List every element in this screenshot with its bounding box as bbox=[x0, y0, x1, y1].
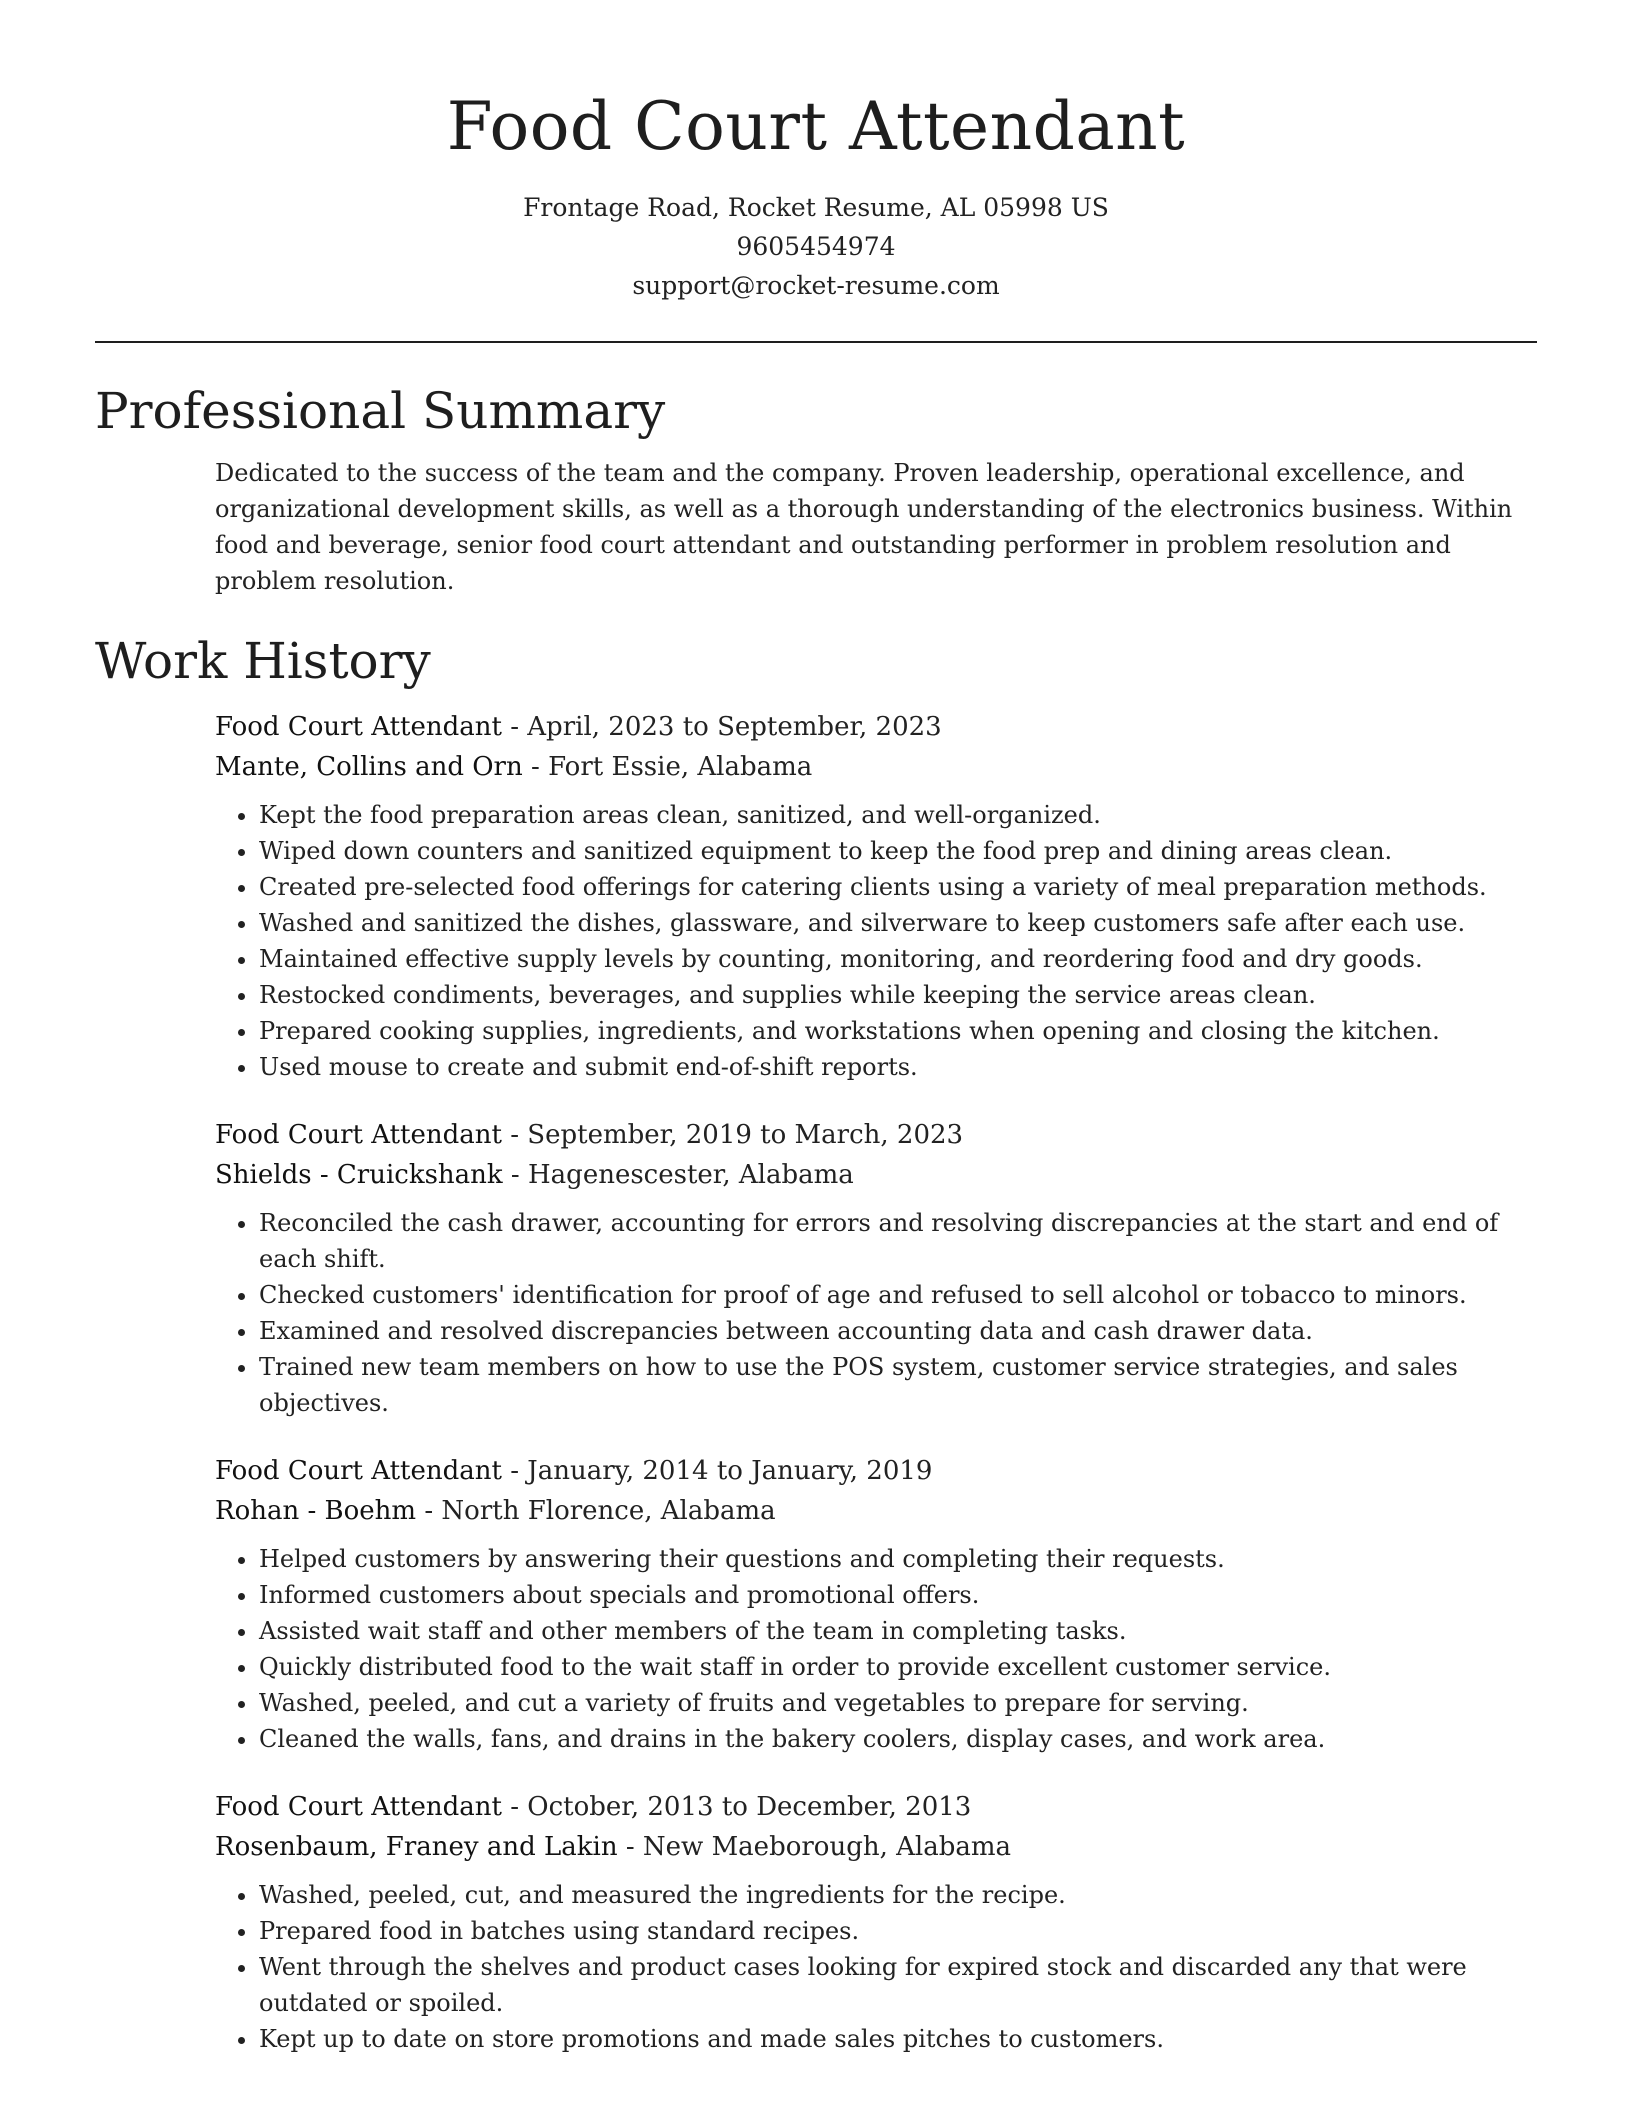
job-company-line bbox=[215, 1155, 1537, 1195]
header-divider bbox=[95, 341, 1537, 343]
separator: - bbox=[522, 752, 549, 782]
separator: - bbox=[501, 712, 528, 742]
job-bullet: • Created pre-selected food offerings for catering clients using a variety of meal preparation methods. bbox=[259, 869, 1537, 905]
resume-header bbox=[95, 0, 1537, 305]
summary-text: Dedicated to the success of the team and the company. Proven leadership, operational excellence, and organizational development skills, as well as a thorough understanding of the electronics business. Within food and beverage, senior food court attendant and outstanding performer in problem resolution and problem resolution. bbox=[215, 459, 1513, 595]
job-dates: January, 2014 to January, 2019 bbox=[527, 1456, 933, 1486]
job-company: Rohan - Boehm bbox=[215, 1496, 417, 1526]
job-bullet: • Checked customers' identification for proof of age and refused to sell alcohol or tobacco to minors. bbox=[259, 1277, 1537, 1313]
candidate-name: Food Court Attendant bbox=[446, 88, 1186, 165]
job-entry bbox=[215, 1451, 1537, 1757]
job-bullets bbox=[215, 1205, 1537, 1421]
job-bullet: • Assisted wait staff and other members of the team in completing tasks. bbox=[259, 1613, 1537, 1649]
job-dates: September, 2019 to March, 2023 bbox=[527, 1120, 964, 1150]
job-location: North Florence, Alabama bbox=[441, 1496, 776, 1526]
job-company: Shields - Cruickshank bbox=[215, 1160, 503, 1190]
contact-info bbox=[95, 188, 1537, 305]
job-bullet: • Prepared cooking supplies, ingredients, and workstations when opening and closing the kitchen. bbox=[259, 1013, 1537, 1049]
job-bullet: • Helped customers by answering their questions and completing their requests. bbox=[259, 1541, 1537, 1577]
job-company-line bbox=[215, 1491, 1537, 1531]
job-entry bbox=[215, 1787, 1537, 2057]
job-bullet: • Wiped down counters and sanitized equipment to keep the food prep and dining areas clean. bbox=[259, 833, 1537, 869]
job-entry bbox=[215, 707, 1537, 1085]
job-bullet: • Used mouse to create and submit end-of-shift reports. bbox=[259, 1049, 1537, 1085]
job-bullet: • Washed and sanitized the dishes, glassware, and silverware to keep customers safe after each use. bbox=[259, 905, 1537, 941]
job-title-line bbox=[215, 1115, 1537, 1155]
separator: - bbox=[502, 1160, 528, 1190]
job-bullet: • Washed, peeled, cut, and measured the ingredients for the recipe. bbox=[259, 1877, 1537, 1913]
job-bullet: • Examined and resolved discrepancies between accounting data and cash drawer data. bbox=[259, 1313, 1537, 1349]
job-location: Fort Essie, Alabama bbox=[548, 752, 813, 782]
job-bullet: • Maintained effective supply levels by counting, monitoring, and reordering food and dry goods. bbox=[259, 941, 1537, 977]
separator: - bbox=[501, 1792, 528, 1822]
separator: - bbox=[617, 1832, 643, 1862]
job-bullet: • Kept the food preparation areas clean, sanitized, and well-organized. bbox=[259, 797, 1537, 833]
job-bullets bbox=[215, 797, 1537, 1085]
job-bullet: • Cleaned the walls, fans, and drains in the bakery coolers, display cases, and work area. bbox=[259, 1721, 1537, 1757]
job-dates: October, 2013 to December, 2013 bbox=[527, 1792, 972, 1822]
job-bullet: • Informed customers about specials and promotional offers. bbox=[259, 1577, 1537, 1613]
job-bullet: • Kept up to date on store promotions and made sales pitches to customers. bbox=[259, 2021, 1537, 2057]
summary-heading: Professional Summary bbox=[95, 382, 666, 440]
job-bullet: • Quickly distributed food to the wait staff in order to provide excellent customer service. bbox=[259, 1649, 1537, 1685]
job-bullet: • Washed, peeled, and cut a variety of fruits and vegetables to prepare for serving. bbox=[259, 1685, 1537, 1721]
job-location: New Maeborough, Alabama bbox=[642, 1832, 1012, 1862]
job-title: Food Court Attendant bbox=[215, 712, 502, 742]
job-title-line bbox=[215, 707, 1537, 747]
job-company: Rosenbaum, Franey and Lakin bbox=[215, 1832, 618, 1862]
job-company-line bbox=[215, 1827, 1537, 1867]
job-bullet: • Reconciled the cash drawer, accounting for errors and resolving discrepancies at the start and end of each shift. bbox=[259, 1205, 1537, 1277]
separator: - bbox=[501, 1456, 528, 1486]
separator: - bbox=[501, 1120, 528, 1150]
job-location: Hagenescester, Alabama bbox=[528, 1160, 854, 1190]
job-company: Mante, Collins and Orn bbox=[215, 752, 523, 782]
job-dates: April, 2023 to September, 2023 bbox=[527, 712, 942, 742]
job-bullet: • Trained new team members on how to use the POS system, customer service strategies, and sales objectives. bbox=[259, 1349, 1537, 1421]
job-title: Food Court Attendant bbox=[215, 1456, 502, 1486]
work-history-heading: Work History bbox=[95, 632, 431, 690]
job-bullets bbox=[215, 1541, 1537, 1757]
job-company-line bbox=[215, 747, 1537, 787]
job-title: Food Court Attendant bbox=[215, 1792, 502, 1822]
phone: 9605454974 bbox=[736, 232, 896, 261]
address: Frontage Road, Rocket Resume, AL 05998 US bbox=[523, 193, 1109, 222]
job-bullet: • Restocked condiments, beverages, and supplies while keeping the service areas clean. bbox=[259, 977, 1537, 1013]
email: support@rocket-resume.com bbox=[632, 271, 1000, 300]
job-title-line bbox=[215, 1787, 1537, 1827]
job-title: Food Court Attendant bbox=[215, 1120, 502, 1150]
job-bullet: • Went through the shelves and product cases looking for expired stock and discarded any that were outdated or spoiled. bbox=[259, 1949, 1537, 2021]
work-history-list bbox=[215, 707, 1537, 2057]
separator: - bbox=[416, 1496, 442, 1526]
job-bullet: • Prepared food in batches using standard recipes. bbox=[259, 1913, 1537, 1949]
job-entry bbox=[215, 1115, 1537, 1421]
job-bullets bbox=[215, 1877, 1537, 2057]
job-title-line bbox=[215, 1451, 1537, 1491]
